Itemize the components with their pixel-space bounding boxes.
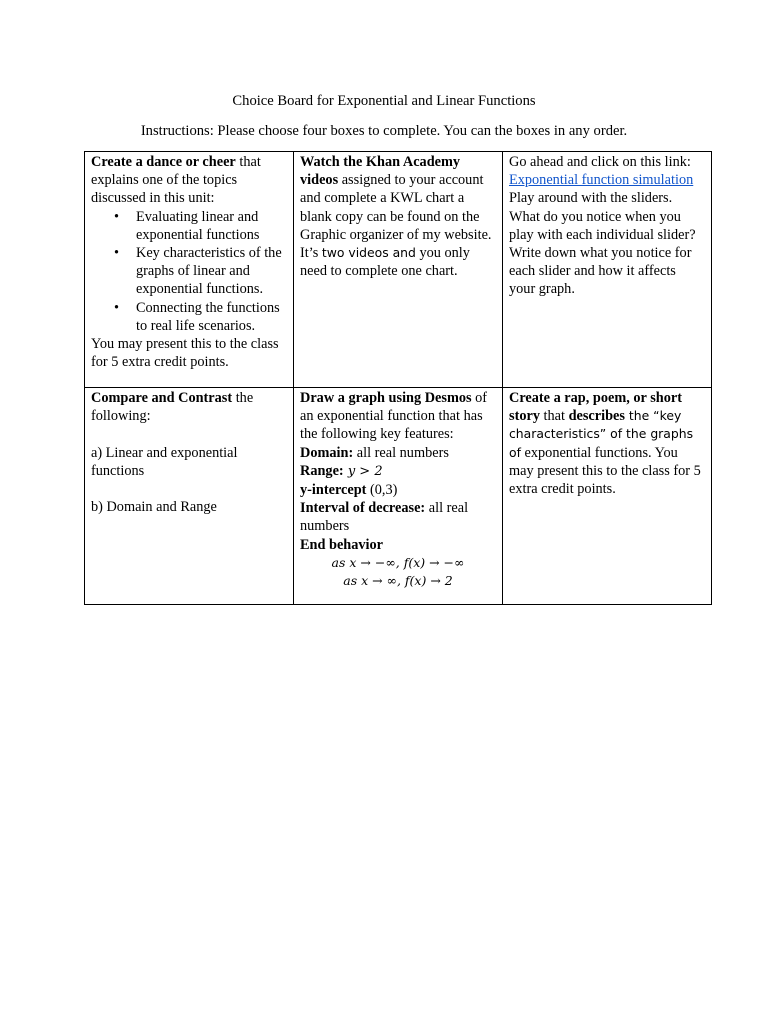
compare-item-a: a) Linear and exponential functions	[91, 444, 238, 479]
end-behavior-line-1: as x → −∞, f(x) → −∞	[331, 554, 465, 570]
intercept-line	[300, 481, 496, 499]
box-desmos-text: of an exponential function that has the following key features:	[300, 390, 488, 443]
box-rap-poem-text-2: exponential functions. You may present this to the class for 5 extra credit points.	[509, 444, 701, 498]
board-row-1	[85, 152, 712, 388]
box-khan-academy-text-end: you only need to complete one chart.	[300, 245, 470, 280]
box-compare-contrast-text: the following:	[91, 390, 254, 425]
box-dance-cheer-closing: You may present this to the class for 5 extra credit points.	[91, 336, 279, 371]
list-item	[114, 299, 287, 335]
compare-item-b: b) Domain and Range	[91, 499, 217, 516]
range-line	[300, 462, 496, 481]
end-behavior-label	[300, 536, 496, 554]
box-compare-contrast-heading: Compare and Contrast	[91, 390, 233, 406]
intercept-label: y-intercept	[300, 482, 367, 499]
spacer	[91, 425, 287, 443]
range-label: Range:	[300, 462, 344, 479]
box-rap-poem-describes: describes	[568, 408, 625, 425]
bullet-icon: •	[114, 245, 120, 262]
box-khan-academy-heading: Watch the Khan Academy videos	[300, 154, 461, 189]
exponential-simulation-link[interactable]: Exponential function simulation	[509, 172, 694, 189]
box-simulation	[503, 152, 712, 388]
box-dance-cheer	[85, 152, 294, 388]
box-khan-academy	[294, 152, 503, 388]
choice-board-table	[84, 151, 712, 605]
box-khan-academy-text: assigned to your account and complete a KWL chart a blank copy can be found on the Graphic organizer of my website. It’s	[300, 172, 492, 262]
list-item-label: Evaluating linear and exponential functions	[136, 208, 260, 243]
spacer	[91, 480, 287, 498]
end-behavior-heading: End behavior	[300, 536, 384, 553]
domain-line	[300, 444, 496, 462]
box-dance-cheer-text: that explains one of the topics discussed in this unit:	[91, 154, 261, 207]
list-item-label: Connecting the functions to real life scenarios.	[136, 299, 280, 334]
box-rap-poem-alt-text: the “key characteristics” of the graphs of	[509, 408, 694, 460]
decrease-value: all real numbers	[300, 500, 469, 535]
intercept-value: (0,3)	[366, 482, 398, 499]
box-desmos-graph	[294, 388, 503, 605]
decrease-line	[300, 499, 496, 535]
box-rap-poem	[503, 388, 712, 605]
box-rap-poem-text-1: that	[539, 408, 569, 425]
box-dance-cheer-heading: Create a dance or cheer	[91, 154, 236, 170]
page-title: Choice Board for Exponential and Linear Functions	[232, 93, 536, 109]
decrease-label: Interval of decrease:	[300, 500, 426, 517]
box-khan-academy-alt-text: two videos and	[321, 245, 416, 261]
range-value: y > 2	[343, 463, 383, 479]
box-rap-poem-heading: Create a rap, poem, or short story	[509, 390, 682, 425]
list-item-label: Key characteristics of the graphs of linear and exponential functions.	[136, 245, 282, 298]
board-row-2	[85, 388, 712, 605]
box-simulation-intro: Go ahead and click on this link:	[509, 154, 691, 170]
list-item	[114, 208, 287, 244]
list-item	[114, 244, 287, 299]
box-simulation-text: Play around with the sliders. What do you notice when you play with each individual slider? Write down what you notice for each slider and how it affects your graph.	[509, 190, 696, 298]
domain-label: Domain:	[300, 444, 354, 461]
domain-value: all real numbers	[353, 444, 449, 461]
box-compare-contrast	[85, 388, 294, 605]
instructions-text: Instructions: Please choose four boxes to complete. You can the boxes in any order.	[140, 123, 628, 139]
topics-list	[91, 208, 287, 335]
end-behavior-line-2: as x → ∞, f(x) → 2	[343, 573, 453, 589]
box-desmos-heading: Draw a graph using Desmos	[300, 390, 472, 406]
bullet-icon: •	[114, 299, 120, 316]
bullet-icon: •	[114, 208, 120, 225]
